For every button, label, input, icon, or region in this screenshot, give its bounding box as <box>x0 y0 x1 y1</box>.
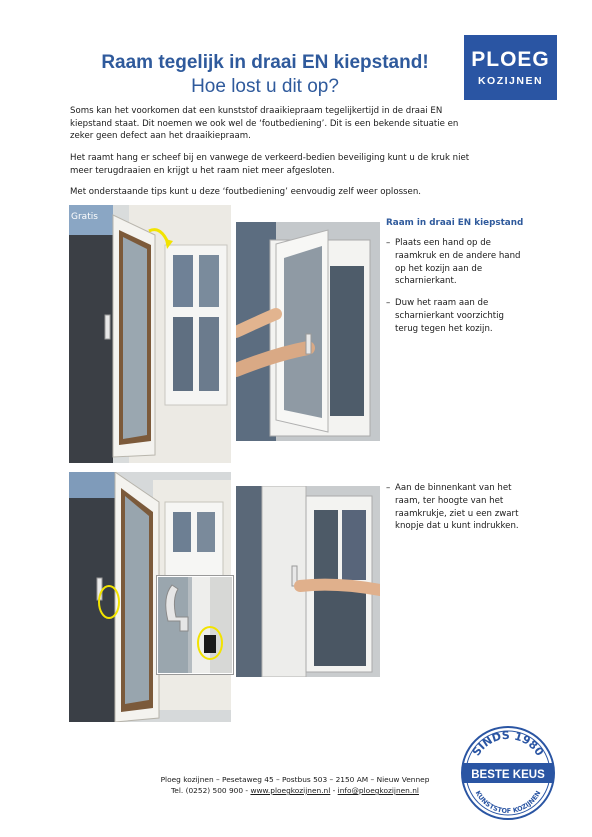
list-item: – Plaats een hand op de raamkruk en de andere hand op het kozijn aan de scharnierkant. <box>386 238 521 287</box>
list-item: – Aan de binnenkant van het raam, ter hoogte van het raamkrukje, ziet u een zwart knopje dat u kunt indrukken. <box>386 483 519 532</box>
page-subtitle: Hoe lost u dit op? <box>191 76 339 97</box>
photo-sign-text: Gratis <box>71 212 98 222</box>
page-title: Raam tegelijk in draai EN kiepstand! <box>101 52 429 73</box>
intro-paragraph-3: Met onderstaande tips kunt u deze ‘foutbediening’ eenvoudig zelf weer oplossen. <box>70 187 421 197</box>
footer <box>120 774 470 796</box>
footer-contact: Tel. (0252) 500 900 - www.ploegkozijnen.nl - info@ploegkozijnen.nl <box>171 786 419 795</box>
section1-list <box>386 237 526 345</box>
seal-top-text: SINDS 1980 <box>469 728 547 759</box>
photo-knob-closeup <box>157 576 233 674</box>
photo-window-turn-tilt <box>69 205 231 463</box>
section2-list <box>386 482 526 542</box>
photo-hands-push-window <box>236 222 380 441</box>
logo-name: PLOEG <box>471 48 550 71</box>
seal-bottom-text: KUNSTSTOF KOZIJNEN <box>473 789 543 816</box>
footer-address: Ploeg kozijnen – Pesetaweg 45 – Postbus 503 – 2150 AM – Nieuw Vennep <box>160 775 430 784</box>
section1-heading: Raam in draai EN kiepstand <box>386 218 524 228</box>
beste-keus-seal <box>458 723 558 823</box>
intro-paragraph-1: Soms kan het voorkomen dat een kunststof draaikiepraam tegelijkertijd in de draai EN kiepstand staat. Dit noemen we ook wel de ‘foutbediening’. Dit is een bekende situatie en zeker geen defect aan het draaikiepraam. <box>70 106 459 141</box>
photo-hand-press-knob <box>236 486 380 677</box>
seal-center-text: BESTE KEUS <box>471 769 545 781</box>
footer-website-link[interactable]: www.ploegkozijnen.nl <box>250 786 331 795</box>
footer-email-link[interactable]: info@ploegkozijnen.nl <box>337 786 419 795</box>
footer-phone: Tel. (0252) 500 900 <box>171 786 244 795</box>
intro-paragraph-2: Het raamt hang er scheef bij en vanwege de verkeerd-bedien beveiliging kunt u de kruk niet meer terugdraaien en krijgt u het raam niet meer afgesloten. <box>70 153 470 176</box>
ploeg-logo <box>464 35 557 100</box>
logo-sub: KOZIJNEN <box>477 75 544 87</box>
list-item: – Duw het raam aan de scharnierkant voorzichtig terug tegen het kozijn. <box>386 298 505 334</box>
